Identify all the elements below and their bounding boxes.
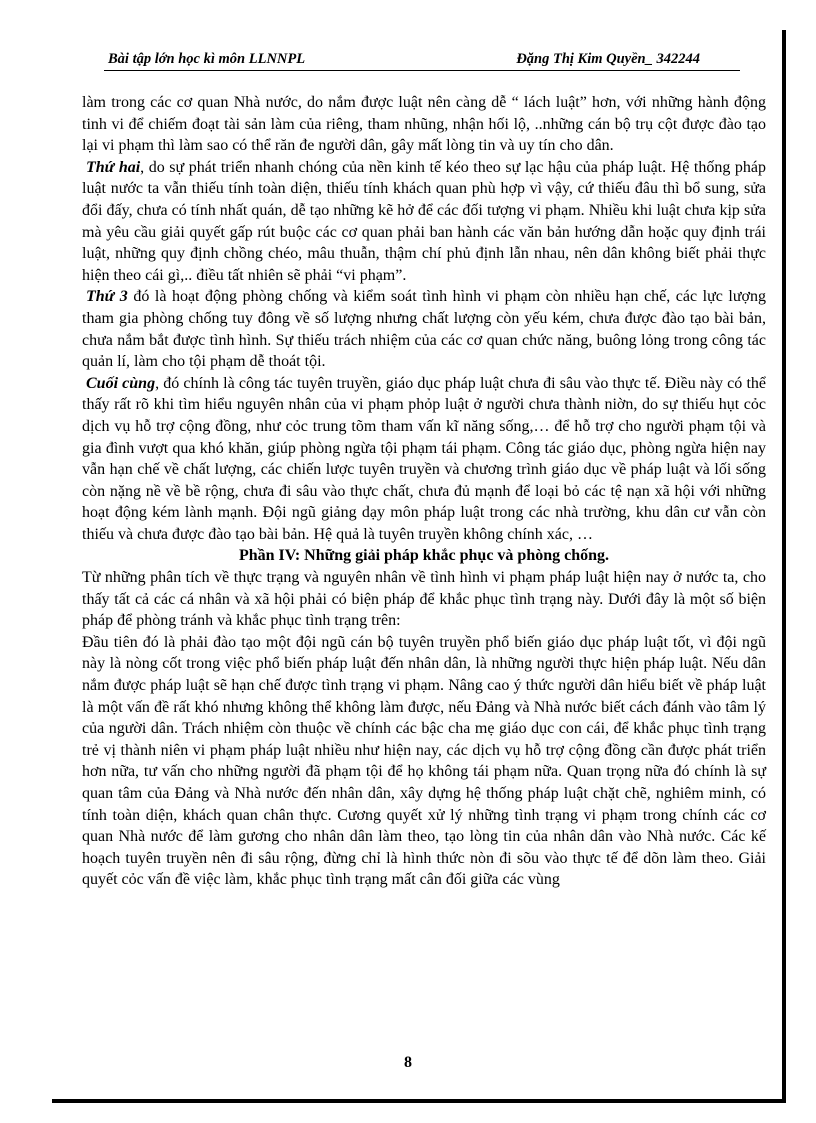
paragraph-text: đó là hoạt động phòng chống và kiểm soát tình hình vi phạm còn nhiều hạn chế, các lực lượng tham gia phòng chống tuy đông về số lượng nhưng chất lượng còn yếu kém, chưa được đào tạo bài bản, chưa nắm bắt được tình hình. Sự thiếu trách nhiệm của các cơ quan chức năng, buông lỏng trong công tác quản lí, làm cho tội phạm dễ thoát tội. [82,288,766,371]
paragraph-lead: Thứ hai [86,158,141,176]
paragraph-solutions: Đầu tiên đó là phải đào tạo một đội ngũ cán bộ tuyên truyền phổ biến giáo dục pháp luật tốt, vì đội ngũ này là nòng cốt trong việc phổ biến pháp luật đến nhân dân, là những người thực hiện pháp luật. Nếu dân nắm được pháp luật sẽ hạn chế được tình trạng vi phạm. Nâng cao ý thức người dân hiểu biết về pháp luật là một vấn đề rất khó nhưng không thể không làm được, nếu Đảng và Nhà nước biết cách đánh vào tâm lý của người dân. Trách nhiệm còn thuộc về chính các bậc cha mẹ giáo dục con cái, để khắc phục tình trạng trẻ vị thành niên vi phạm pháp luật nhiều như hiện nay, các dịch vụ hỗ trợ cộng đồng cần được phát triển hơn nữa, tư vấn cho những người đã phạm tội để họ không tái phạm nữa. Quan trọng nữa đó chính là sự quan tâm của Đảng và Nhà nước đến nhân dân, xây dựng hệ thống pháp luật chặt chẽ, nghiêm minh, có tính toàn diện, khách quan chân thực. Cương quyết xử lý những tình trạng vi phạm trong chính các cơ quan Nhà nước để làm gương cho nhân dân làm theo, tạo lòng tin của nhân dân vào Nhà nước. Các kế hoạch tuyên truyền nên đi sâu rộng, đừng chỉ là hình thức nòn đi sõu vào thực tế để dõn làm theo. Giải quyết cỏc vấn đề việc làm, khắc phục tình trạng mất cân đối giữa các vùng [82,633,766,889]
header-author: Đặng Thị Kim Quyền_ 342244 [516,51,700,67]
paragraph-text: , do sự phát triển nhanh chóng của nền kinh tế kéo theo sự lạc hậu của pháp luật. Hệ thống pháp luật nước ta vẫn thiếu tính toàn diện, thiếu tính khách quan phù hợp vì vậy, cứ thiếu đâu thì bổ sung, sửa đổi đấy, chưa có tính nhất quán, dễ tạo những kẽ hở để các đối tượng vi phạm. Nhiều khi luật chưa kịp sửa mà yêu cầu giải quyết gấp rút buộc các cơ quan phải ban hành các văn bản hướng dẫn hoặc quy định trái luật, những quy định chồng chéo, mâu thuẫn, thậm chí phủ định lẫn nhau, nên dân không biết phải thực hiện theo cái gì,.. điều tất nhiên sẽ phải “vi phạm”. [82,158,767,284]
paragraph-third-cause [82,286,766,372]
page-number: 8 [404,1054,412,1071]
paragraph-continued: làm trong các cơ quan Nhà nước, do nắm được luật nên càng dễ “ lách luật” hơn, với những hành động tinh vi để chiếm đoạt tài sản làm của riêng, tham nhũng, nhận hối lộ, ..những cán bộ trụ cột được đào tạo lại vi phạm thì làm sao có thể răn đe người dân, gây mất lòng tin và uy tín cho dân. [82,94,766,155]
paragraph-second-cause [82,157,766,287]
paragraph-final-cause [82,373,766,546]
section-title: Phần IV: Những giải pháp khắc phục và phòng chống. [238,547,610,565]
paragraph-text: , đó chính là công tác tuyên truyền, giáo dục pháp luật chưa đi sâu vào thực tế. Điều này có thể thấy rất rõ khi tìm hiểu nguyên nhân của vi phạm phỏp luật ở người chưa thành niờn, do sự thiếu hụt cỏc dịch vụ hỗ trợ cộng đồng, như cỏc trung tõm tham vấn kĩ năng sống,… để hỗ trợ cho người phạm tội và gia đình vượt qua khó khăn, giúp phòng ngừa tội phạm tái phạm. Công tác giáo dục, phòng ngừa hiện nay vẫn hạn chế về chất lượng, các chiến lược tuyên truyền và chương trình giáo dục về pháp luật và lối sống còn nặng nề về bề rộng, chưa đi sâu vào thực chất, chưa đủ mạnh để loại bỏ các tệ nạn xã hội với những hoạt động kém lành mạnh. Đội ngũ giảng dạy môn pháp luật trong các nhà trường, khu dân cư vẫn còn thiếu và chưa được đào tạo bài bản. Hệ quả là tuyên truyền không chính xác, … [82,374,767,543]
page-header [104,50,740,71]
document-body [82,92,766,891]
paragraph-intro-solutions: Từ những phân tích về thực trạng và nguyên nhân về tình hình vi phạm pháp luật hiện nay ở nước ta, cho thấy tất cả các cá nhân và xã hội phải có biện pháp để khắc phục tình trạng này. Dưới đây là một số biện pháp để phòng tránh và khắc phục tình trạng trên: [82,569,766,630]
paragraph-lead: Thứ 3 [86,288,128,306]
header-course-title: Bài tập lớn học kì môn LLNNPL [108,51,306,67]
paragraph-lead: Cuối cùng [86,374,156,392]
